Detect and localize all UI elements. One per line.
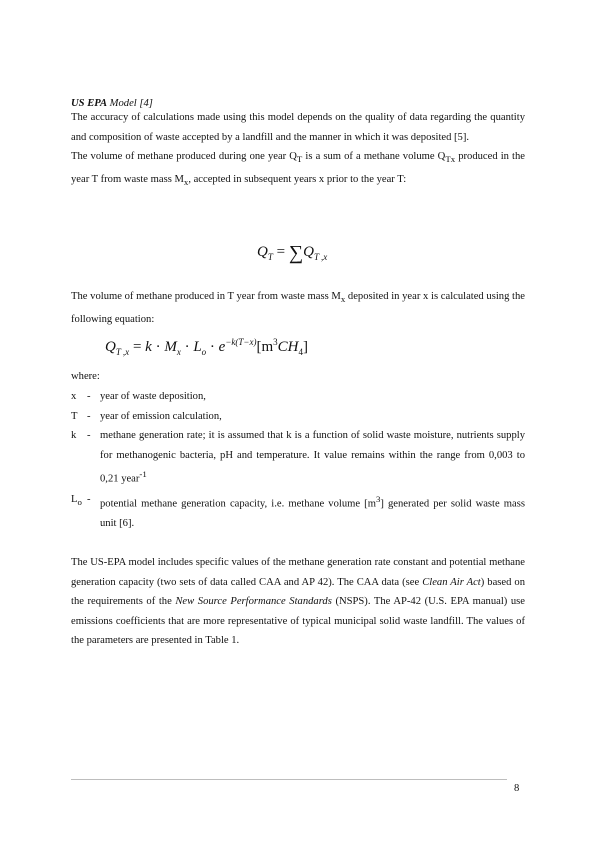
paragraph-volume-sum: The volume of methane produced during one year $Q_T$ is a sum of a methane volume $Q_{Tx}$ produced in the year T from waste mass $M_x$, accepted in subsequent years x prior to the year T: (71, 151, 525, 187)
footer-divider (71, 779, 507, 780)
section-heading-rest: Model [4] (107, 98, 153, 109)
equation-sum: $Q_T = \sum Q_{T ,x}$ (257, 242, 328, 264)
where-label: where: (71, 371, 100, 382)
definition-item: x - year of waste deposition, (71, 391, 206, 402)
intro-block (71, 108, 525, 193)
definition-list (71, 387, 525, 533)
equation-methane-volume: $Q_{T ,x} = k \cdot M_x \cdot L_o \cdot e^{-k(T-x)}[m^3CH_4]$ (105, 337, 308, 357)
paragraph-us-epa-model: The US-EPA model includes specific values of the methane generation rate constant and potential methane generation capacity (two sets of data called CAA and AP 42). The CAA data (see Clean Air Act) based on the requirements of the New Source Performance Standards (NSPS). The AP-42 (U.S. EPA manual) use emissions coefficients that are more representative of typical municipal solid waste landfill. The values of the parameters are presented in Table 1. (71, 557, 526, 647)
section-heading-bold: US EPA (71, 98, 108, 109)
paragraph-accuracy: The accuracy of calculations made using this model depends on the quality of data regarding the quantity and composition of waste accepted by a landfill and the manner in which it was deposited [5]. (71, 112, 525, 143)
page-number: 8 (514, 783, 520, 794)
definition-item: $L_o$ - potential methane generation capacity, i.e. methane volume $[m^3]$ generated per solid waste mass unit [6]. (71, 493, 525, 529)
definition-item: k - methane generation rate; it is assumed that k is a function of solid waste moisture, nutrients supply for methanogenic bacteria, pH and temperature. It value remains within the range from 0,003 to 0,21 year$^{-1}$ (71, 430, 525, 485)
model-parameters-block (71, 553, 525, 651)
paragraph-volume-equation: The volume of methane produced in T year from waste mass $M_x$ deposited in year x is calculated using the following equation: (71, 291, 525, 325)
equation-intro-block (71, 287, 525, 329)
definition-item: T - year of emission calculation, (71, 410, 222, 422)
